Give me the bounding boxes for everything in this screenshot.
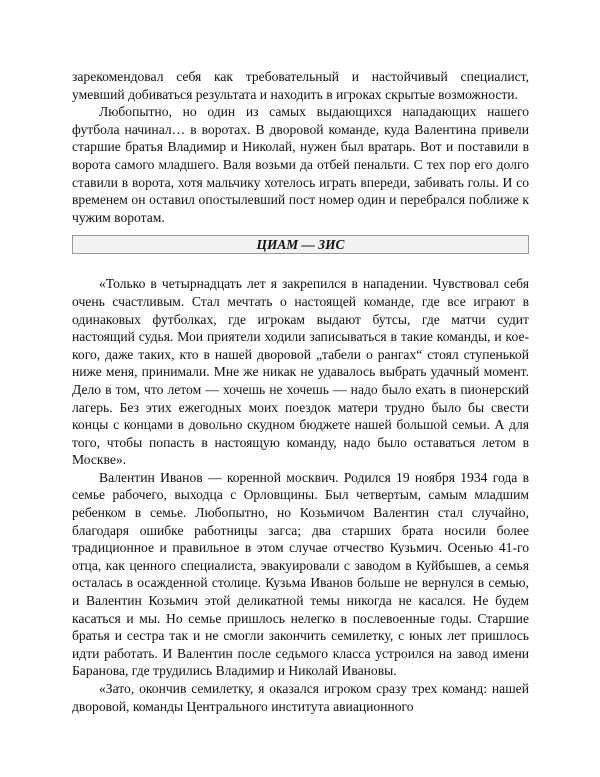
document-page bbox=[72, 68, 529, 715]
paragraph-intro-continuation: зарекомендовал себя как требовательный и настойчивый специалист, умевший добиваться результата и находить в игроках скрытые возможности. bbox=[72, 69, 529, 102]
section-heading: ЦИАМ — ЗИС bbox=[72, 235, 529, 254]
paragraph-goalkeeper-story: Любопытно, но один из самых выдающихся нападающих нашего футбола начинал… в воротах. В дворовой команде, куда Валентина привели старшие братья Владимир и Николай, нужен был вратарь. Вот и поставили в ворота самого младшего. Валя возьми да отбей пенальти. С тех пор его долго ставили в ворота, хотя мальчику хотелось играть впереди, забивать голы. И со временем он оставил опостылевший пост номер один и перебрался поближе к чужим воротам. bbox=[72, 104, 529, 225]
paragraph-quote-seven-grade: «Зато, окончив семилетку, я оказался игроком сразу трех команд: нашей дворовой, команды Центрального института авиационного bbox=[72, 681, 529, 714]
paragraph-quote-fourteen: «Только в четырнадцать лет я закрепился в нападении. Чувствовал себя очень счастливым. Стал мечтать о настоящей команде, где все играют в одинаковых футболках, где игрокам выдают бутсы, где матчи судит настоящий судья. Мои приятели ходили записываться в такие команды, и кое-кого, даже таких, кто в нашей дворовой „табели о рангах“ стоял ступенькой ниже меня, принимали. Мне же никак не удавалось выбрать удачный момент. Дело в том, что летом — хочешь не хочешь — надо было ехать в пионерский лагерь. Без этих ежегодных моих поездок матери трудно было бы свести концы с концами в довольно скудном бюджете нашей большой семьи. А для того, чтобы попасть в настоящую команду, надо было оставаться летом в Москве». bbox=[72, 276, 529, 468]
paragraph-biography: Валентин Иванов — коренной москвич. Родился 19 ноября 1934 года в семье рабочего, выходца с Орловщины. Был четвертым, самым младшим ребенком в семье. Любопытно, но Козьмичом Валентин стал случайно, благодаря ошибке работницы загса; два старших брата носили более традиционное и правильное в этом случае отчество Кузьмич. Осенью 41-го отца, как ценного специалиста, эвакуировали с заводом в Куйбышев, а семья осталась в осажденной столице. Кузьма Иванов больше не вернулся в семью, и Валентин Козьмич этой деликатной темы никогда не касался. Не будем касаться и мы. Но семье пришлось нелегко в послевоенные годы. Старшие братья и сестра так и не смогли закончить семилетку, с юных лет пришлось идти работать. И Валентин после седьмого класса устроился на завод имени Баранова, где трудились Владимир и Николай Ивановы. bbox=[72, 469, 529, 679]
